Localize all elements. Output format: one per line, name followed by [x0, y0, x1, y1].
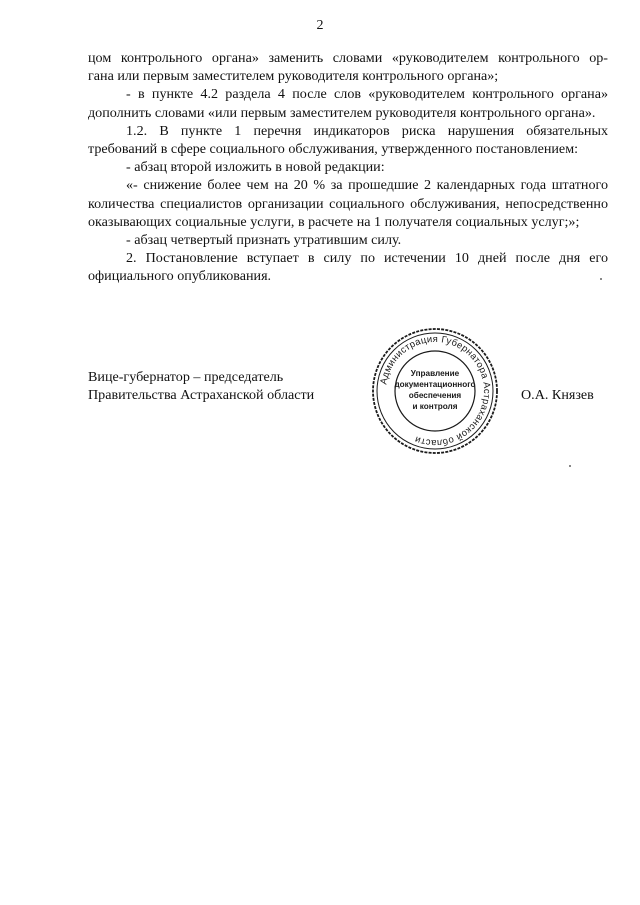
stamp-ring-text: Администрация Губернатора Астраханской области [378, 333, 493, 449]
paragraph: «- снижение более чем на 20 % за прошедшие 2 календарных года штатного количества специалистов организации социального обслуживания, непосредственно оказывающих социальные услуги, в расчете на 1 получателя социальных услуг;»; [88, 177, 608, 230]
paragraph: цом контрольного органа» заменить словами «руководителем контрольного ор- [88, 50, 608, 66]
paragraph: гана или первым заместителем руководителя контрольного органа»; [88, 68, 499, 85]
document-body [88, 49, 608, 286]
stamp-center-line: обеспечения [408, 391, 462, 400]
stamp-center-line: и контроля [412, 402, 458, 411]
stamp-center-line: документационного [394, 380, 476, 389]
official-stamp [370, 326, 500, 456]
signatory-position-line: Правительства Астраханской области [88, 387, 315, 404]
paragraph: - абзац четвертый признать утратившим силу. [126, 232, 402, 249]
signatory-name: О.А. Князев [521, 387, 594, 403]
signatory-position [88, 368, 314, 404]
paragraph: 1.2. В пункте 1 перечня индикаторов риска нарушения обязательных требований в сфере социального обслуживания, утвержденного постановлением: [88, 122, 608, 158]
paragraph: 2. Постановление вступает в силу по истечении 10 дней после дня его официального опубликования. [88, 250, 608, 285]
stamp-center-line: Управление [410, 369, 460, 378]
paragraph: - абзац второй изложить в новой редакции: [126, 159, 385, 176]
paragraph: - в пункте 4.2 раздела 4 после слов «руководителем контрольного органа» дополнить словами «или первым заместителем руководителя контрольного органа». [88, 86, 608, 121]
signatory-position-line: Вице-губернатор – председатель [88, 369, 284, 385]
page-number: 2 [316, 18, 324, 33]
